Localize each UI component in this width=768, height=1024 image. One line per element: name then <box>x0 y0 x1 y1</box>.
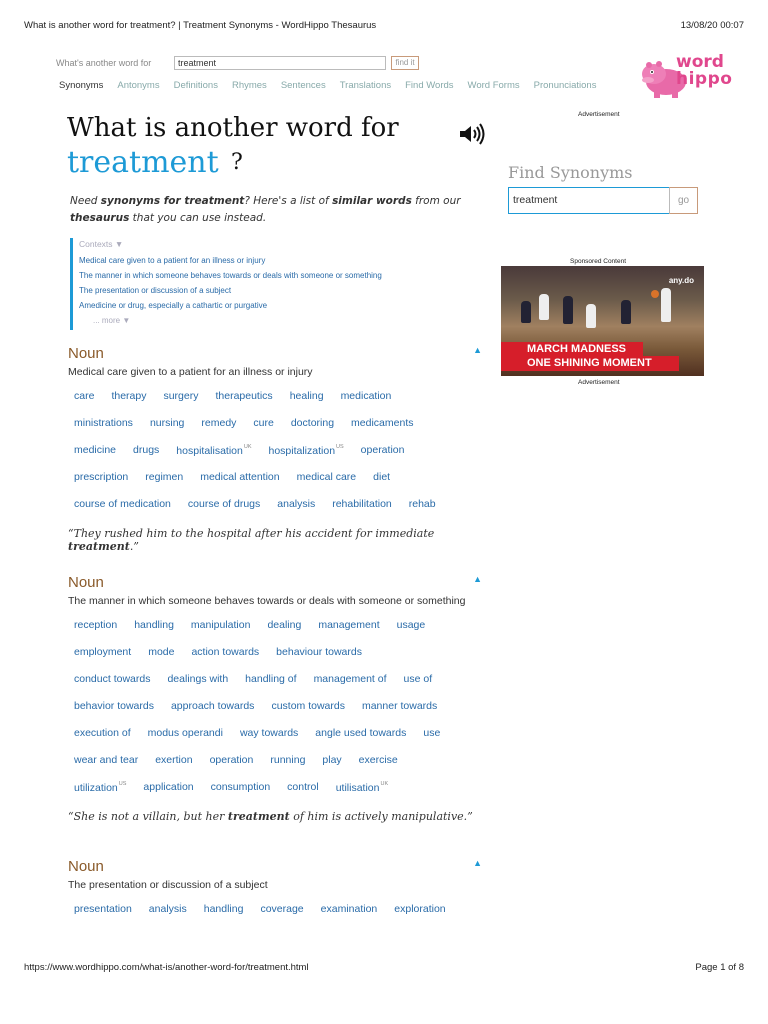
nav-tab-rhymes[interactable]: Rhymes <box>231 80 267 91</box>
print-footer-page: Page 1 of 8 <box>695 962 744 973</box>
synonym-link[interactable]: handling <box>203 903 244 915</box>
synonym-link[interactable]: doctoring <box>290 417 335 429</box>
region-tag: UK <box>243 444 252 450</box>
synonym-link[interactable]: control <box>287 781 319 793</box>
sponsored-content-label: Sponsored Content <box>570 258 627 265</box>
nav-tab-sentences[interactable]: Sentences <box>280 80 326 91</box>
page-title: What is another word for <box>67 113 399 143</box>
synonym-link[interactable]: conduct towards <box>74 673 151 685</box>
synonym-link[interactable]: coverage <box>260 903 304 915</box>
synonym-link[interactable]: therapy <box>111 390 147 402</box>
find-it-button[interactable]: find it <box>391 56 419 70</box>
synonym-link[interactable]: manner towards <box>361 700 438 712</box>
sidebar-go-button[interactable]: go <box>669 187 698 214</box>
synonym-link[interactable]: prescription <box>74 471 129 483</box>
part-of-speech: Noun <box>68 858 104 875</box>
synonym-link[interactable]: examination <box>320 903 378 915</box>
synonym-link[interactable]: remedy <box>201 417 237 429</box>
synonym-link[interactable]: medical care <box>296 471 357 483</box>
synonym-row <box>68 471 482 484</box>
collapse-triangle-icon[interactable]: ▲ <box>473 345 482 355</box>
ad-banner-line2: ONE SHINING MOMENT <box>501 356 679 371</box>
logo-hippo-text: hippo <box>676 69 733 89</box>
synonym-link[interactable]: exploration <box>394 903 446 915</box>
contexts-more-toggle[interactable]: ... more ▼ <box>93 316 131 325</box>
wordhippo-logo[interactable] <box>640 52 752 102</box>
synonym-link[interactable]: course of medication <box>74 498 171 510</box>
synonym-row <box>68 646 482 659</box>
synonym-link[interactable]: operation <box>209 754 254 766</box>
synonym-link[interactable]: analysis <box>277 498 316 510</box>
synonym-link[interactable]: use <box>423 727 441 739</box>
synonym-link[interactable]: cure <box>253 417 274 429</box>
synonym-link[interactable]: diet <box>373 471 391 483</box>
synonym-link[interactable]: analysis <box>148 903 187 915</box>
synonym-link[interactable]: manipulation <box>190 619 251 631</box>
synonym-link[interactable]: execution of <box>74 727 131 739</box>
print-footer-url: https://www.wordhippo.com/what-is/another-word-for/treatment.html <box>24 962 309 973</box>
synonym-link[interactable]: dealings with <box>167 673 229 685</box>
nav-tab-find-words[interactable]: Find Words <box>405 80 454 91</box>
definition: Medical care given to a patient for an illness or injury <box>68 366 313 378</box>
synonym-link[interactable]: dealing <box>267 619 302 631</box>
search-input[interactable]: treatment <box>174 56 386 70</box>
synonym-section <box>68 574 482 823</box>
synonym-row <box>68 619 482 632</box>
synonym-link[interactable]: management of <box>313 673 387 685</box>
synonym-row <box>68 781 482 794</box>
definition: The manner in which someone behaves towards or deals with someone or something <box>68 595 466 607</box>
synonym-row <box>68 700 482 713</box>
synonym-link[interactable]: running <box>270 754 306 766</box>
definition: The presentation or discussion of a subject <box>68 879 268 891</box>
synonym-link[interactable]: employment <box>74 646 132 658</box>
synonym-section <box>68 345 482 553</box>
synonym-link[interactable]: behavior towards <box>74 700 154 712</box>
synonym-row <box>68 444 482 457</box>
synonym-link[interactable]: mode <box>148 646 175 658</box>
synonym-link[interactable]: wear and tear <box>74 754 139 766</box>
nav-tab-pronunciations[interactable]: Pronunciations <box>533 80 597 91</box>
nav-tab-word-forms[interactable]: Word Forms <box>467 80 520 91</box>
ad-logo: any.do <box>668 276 694 285</box>
synonym-link[interactable]: use of <box>403 673 433 685</box>
synonym-link[interactable]: utilisation$^{UK}$ <box>335 781 389 794</box>
print-header-date: 13/08/20 00:07 <box>680 20 744 31</box>
synonym-row <box>68 390 482 403</box>
synonym-link[interactable]: handling of <box>245 673 297 685</box>
synonym-link[interactable]: medicine <box>74 444 117 456</box>
ad-banner-line1: MARCH MADNESS <box>501 342 643 357</box>
page-title-question-mark: ? <box>231 150 243 175</box>
region-tag: US <box>118 781 127 787</box>
nav-tab-translations[interactable]: Translations <box>339 80 392 91</box>
intro-text: Need synonyms for treatment? Here's a list of similar words from our thesaurus that you can use instead. <box>70 195 461 224</box>
logo-word-text: word <box>676 52 724 72</box>
synonym-link[interactable]: presentation <box>74 903 132 915</box>
nav-tab-definitions[interactable]: Definitions <box>173 80 218 91</box>
search-label: What's another word for <box>56 58 152 68</box>
synonym-section <box>68 858 482 916</box>
synonym-link[interactable]: course of drugs <box>187 498 261 510</box>
synonym-row <box>68 498 482 511</box>
part-of-speech: Noun <box>68 345 104 362</box>
synonym-row <box>68 417 482 430</box>
page-title-word: treatment <box>67 145 219 180</box>
synonym-link[interactable]: approach towards <box>170 700 255 712</box>
collapse-triangle-icon[interactable]: ▲ <box>473 574 482 584</box>
synonym-link[interactable]: care <box>74 390 95 402</box>
synonym-link[interactable]: operation <box>360 444 405 456</box>
synonym-link[interactable]: utilization$^{US}$ <box>74 781 127 794</box>
synonym-link[interactable]: hospitalization$^{US}$ <box>268 444 344 457</box>
example-sentence: “They rushed him to the hospital after his accident for immediate treatment.” <box>68 527 435 553</box>
sidebar-search-input[interactable]: treatment <box>508 187 670 214</box>
synonym-link[interactable]: modus operandi <box>147 727 223 739</box>
synonym-link[interactable]: angle used towards <box>315 727 407 739</box>
synonym-row <box>68 903 482 916</box>
example-sentence: “She is not a villain, but her treatment of him is actively manipulative.” <box>68 810 473 823</box>
speaker-icon[interactable] <box>458 123 488 145</box>
synonym-row <box>68 727 482 740</box>
synonym-link[interactable]: behaviour towards <box>276 646 362 658</box>
advertisement-label: Advertisement <box>578 379 620 386</box>
nav-tab-synonyms[interactable]: Synonyms <box>59 80 104 91</box>
context-link[interactable]: Medical care given to a patient for an illness or injury <box>79 256 266 265</box>
synonym-link[interactable]: play <box>322 754 342 766</box>
context-link[interactable]: The presentation or discussion of a subject <box>79 286 232 295</box>
synonym-link[interactable]: reception <box>74 619 118 631</box>
nav-tab-antonyms[interactable]: Antonyms <box>117 80 160 91</box>
region-tag: US <box>336 444 344 450</box>
synonym-link[interactable]: rehabilitation <box>332 498 392 510</box>
advertisement-label: Advertisement <box>578 111 620 118</box>
context-link[interactable]: Amedicine or drug, especially a cathartic or purgative <box>79 301 268 310</box>
find-synonyms-title: Find Synonyms <box>508 163 633 182</box>
synonym-link[interactable]: hospitalisation$^{UK}$ <box>176 444 252 457</box>
synonym-link[interactable]: custom towards <box>271 700 345 712</box>
ad-banner[interactable] <box>501 266 704 376</box>
contexts-toggle[interactable]: Contexts ▼ <box>79 239 124 249</box>
synonym-link[interactable]: action towards <box>191 646 260 658</box>
synonym-link[interactable]: medication <box>340 390 392 402</box>
synonym-link[interactable]: drugs <box>133 444 160 456</box>
synonym-link[interactable]: consumption <box>210 781 271 793</box>
region-tag: UK <box>380 781 389 787</box>
synonym-link[interactable]: medical attention <box>200 471 280 483</box>
collapse-triangle-icon[interactable]: ▲ <box>473 858 482 868</box>
context-link[interactable]: The manner in which someone behaves towards or deals with someone or something <box>79 271 382 280</box>
synonym-link[interactable]: application <box>143 781 194 793</box>
synonym-link[interactable]: usage <box>396 619 426 631</box>
synonym-link[interactable]: therapeutics <box>215 390 273 402</box>
synonym-link[interactable]: management <box>318 619 380 631</box>
contexts-box <box>70 238 480 330</box>
synonym-row <box>68 673 482 686</box>
synonym-link[interactable]: exertion <box>155 754 193 766</box>
synonym-row <box>68 754 482 767</box>
synonym-link[interactable]: rehab <box>408 498 436 510</box>
synonym-link[interactable]: nursing <box>149 417 185 429</box>
synonym-link[interactable]: ministrations <box>74 417 133 429</box>
synonym-link[interactable]: surgery <box>163 390 199 402</box>
synonym-link[interactable]: handling <box>134 619 174 631</box>
synonym-link[interactable]: way towards <box>239 727 299 739</box>
synonym-link[interactable]: healing <box>289 390 324 402</box>
section-nav <box>59 80 610 91</box>
synonym-link[interactable]: regimen <box>145 471 184 483</box>
synonym-link[interactable]: exercise <box>358 754 398 766</box>
print-header-title: What is another word for treatment? | Treatment Synonyms - WordHippo Thesaurus <box>24 20 377 31</box>
synonym-link[interactable]: medicaments <box>351 417 414 429</box>
part-of-speech: Noun <box>68 574 104 591</box>
